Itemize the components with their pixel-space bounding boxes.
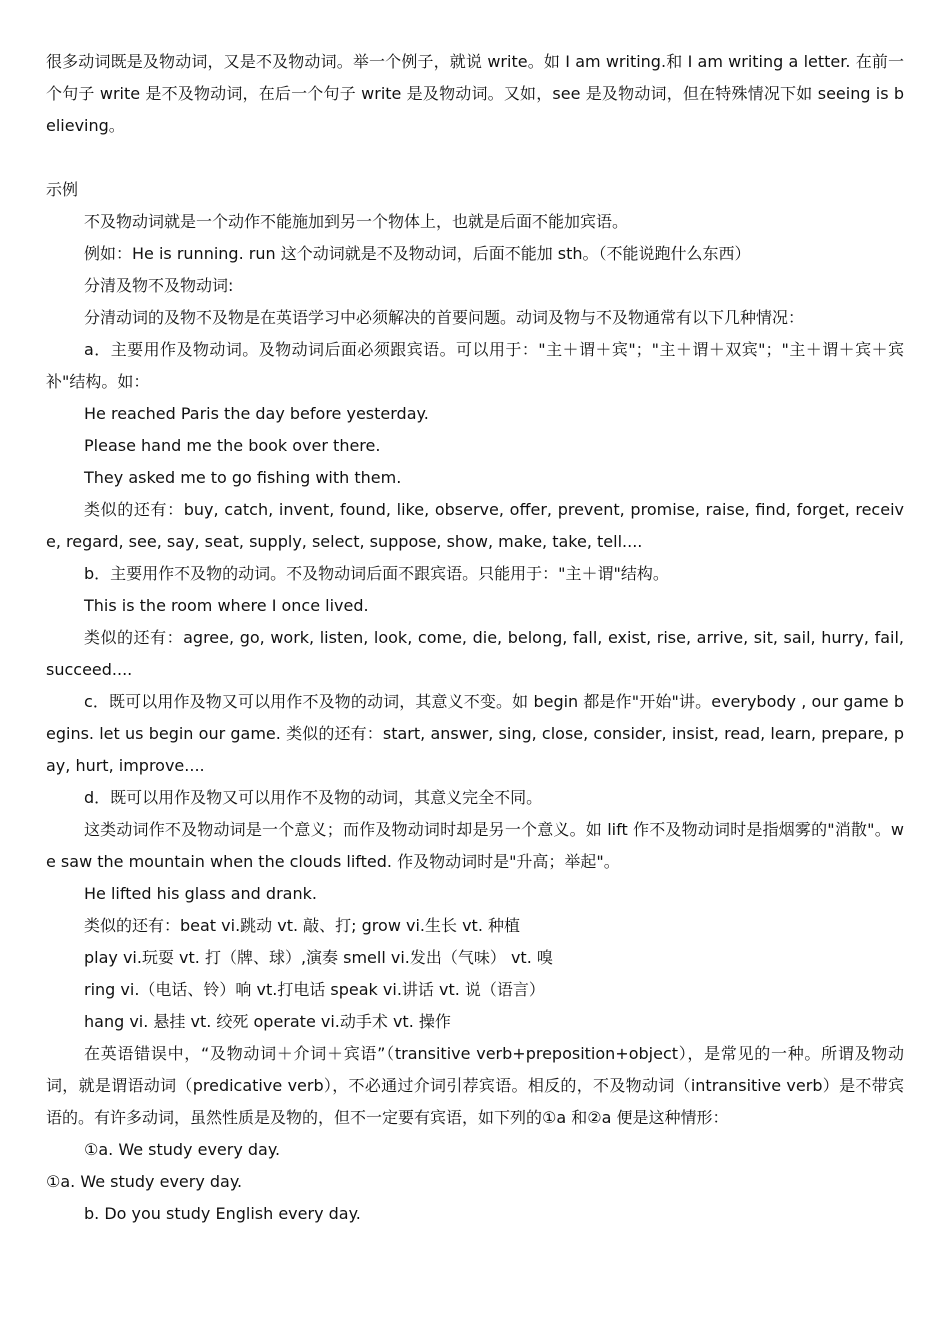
case-b-similar: 类似的还有：agree, go, work, listen, look, come, die, belong, fall, exist, rise, arrive, sit, sail, hurry, fail, succeed.... [46, 628, 904, 679]
case-b-heading: b．主要用作不及物的动词。不及物动词后面不跟宾语。只能用于："主＋谓"结构。 [84, 564, 669, 583]
case-d-example: He lifted his glass and drank. [84, 884, 317, 903]
case-a-similar: 类似的还有：buy, catch, invent, found, like, observe, offer, prevent, promise, raise, find, forget, receive, regard, see, say, seat, supply, select, suppose, show, make, take, tell.... [46, 500, 904, 551]
example-sentence: ①a. We study every day. [46, 1172, 243, 1191]
case-d-list-item: hang vi. 悬挂 vt. 绞死 operate vi.动手术 vt. 操作 [84, 1012, 451, 1031]
case-d-list-item: play vi.玩耍 vt. 打（牌、球）,演奏 smell vi.发出（气味） vt. 嗅 [84, 948, 553, 967]
error-paragraph: 在英语错误中，“及物动词＋介词＋宾语”（transitive verb+preposition+object），是常见的一种。所谓及物动词，就是谓语动词（predicative verb），不必通过介词引荐宾语。相反的，不及物动词（intransitive verb）是不带宾语的。有许多动词，虽然性质是及物的，但不一定要有宾语，如下列的①a 和②a 便是这种情形： [46, 1044, 904, 1127]
case-d-body: 这类动词作不及物动词是一个意义；而作及物动词时却是另一个意义。如 lift 作不及物动词时是指烟雾的"消散"。we saw the mountain when the clouds lifted. 作及物动词时是"升高；举起"。 [46, 820, 904, 871]
case-d-list-item: ring vi.（电话、铃）响 vt.打电话 speak vi.讲话 vt. 说（语言） [84, 980, 545, 999]
case-a-heading: a．主要用作及物动词。及物动词后面必须跟宾语。可以用于："主＋谓＋宾"；"主＋谓＋双宾"；"主＋谓＋宾＋宾补"结构。如： [46, 340, 904, 391]
case-c-paragraph: c．既可以用作及物又可以用作不及物的动词，其意义不变。如 begin 都是作"开始"讲。everybody , our game begins. let us begin our game. 类似的还有：start, answer, sing, close, consider, insist, read, learn, prepare, pay, hurt, improve.... [46, 692, 904, 775]
case-a-example: They asked me to go fishing with them. [84, 468, 402, 487]
case-d-heading: d．既可以用作及物又可以用作不及物的动词，其意义完全不同。 [84, 788, 543, 807]
section-title: 示例 [46, 180, 79, 199]
case-b-example: This is the room where I once lived. [84, 596, 369, 615]
blank-line [46, 142, 904, 174]
definition-paragraph: 不及物动词就是一个动作不能施加到另一个物体上，也就是后面不能加宾语。 [84, 212, 629, 231]
case-a-example: He reached Paris the day before yesterday. [84, 404, 429, 423]
example-sentence: ①a. We study every day. [84, 1140, 281, 1159]
example-sentence: b. Do you study English every day. [84, 1204, 361, 1223]
subheading: 分清及物不及物动词: [84, 276, 234, 295]
case-d-list-item: 类似的还有：beat vi.跳动 vt. 敲、打; grow vi.生长 vt. 种植 [84, 916, 520, 935]
example-paragraph: 例如：He is running. run 这个动词就是不及物动词，后面不能加 sth。（不能说跑什么东西） [84, 244, 751, 263]
overview-paragraph: 分清动词的及物不及物是在英语学习中必须解决的首要问题。动词及物与不及物通常有以下几种情况： [84, 308, 805, 327]
intro-paragraph: 很多动词既是及物动词，又是不及物动词。举一个例子，就说 write。如 I am writing.和 I am writing a letter. 在前一个句子 write 是不及物动词，在后一个句子 write 是及物动词。又如，see 是及物动词，但在特殊情况下如 seeing is believing。 [46, 52, 904, 135]
case-a-example: Please hand me the book over there. [84, 436, 381, 455]
